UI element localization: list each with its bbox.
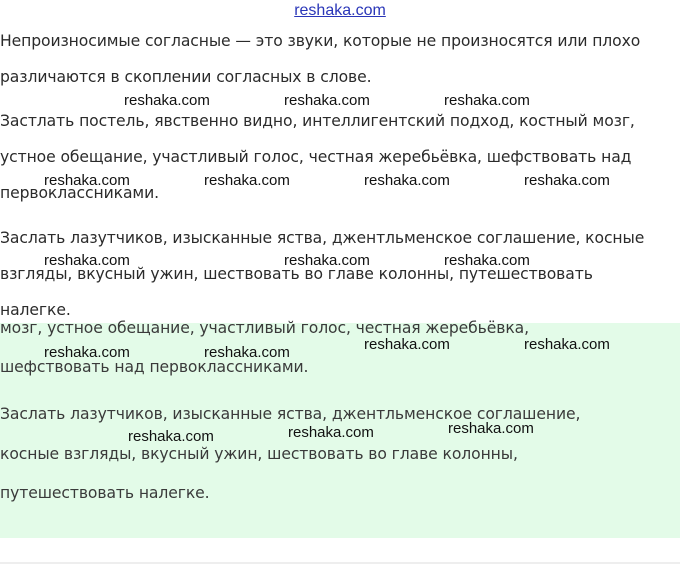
watermark: reshaka.com: [284, 92, 370, 109]
watermark: reshaka.com: [524, 172, 610, 189]
watermark: reshaka.com: [364, 172, 450, 189]
watermark: reshaka.com: [204, 344, 290, 361]
answer-line: путешествовать налегке.: [0, 484, 210, 502]
answer-line: косные взгляды, вкусный ужин, шествовать во главе колонны,: [0, 445, 518, 463]
watermark: reshaka.com: [44, 252, 130, 269]
text-line: налегке.: [0, 301, 71, 319]
text-line: первоклассниками.: [0, 184, 159, 202]
text-line: Заслать лазутчиков, изысканные яства, джентльменское соглашение, косные: [0, 229, 645, 247]
text-line: взгляды, вкусный ужин, шествовать во главе колонны, путешествовать: [0, 265, 593, 283]
watermark: reshaka.com: [524, 336, 610, 353]
watermark: reshaka.com: [128, 428, 214, 445]
site-header-link[interactable]: reshaka.com: [294, 2, 386, 19]
text-line: Непроизносимые согласные — это звуки, которые не произносятся или плохо: [0, 32, 641, 50]
watermark: reshaka.com: [44, 172, 130, 189]
watermark: reshaka.com: [364, 336, 450, 353]
watermark: reshaka.com: [444, 92, 530, 109]
watermark: reshaka.com: [444, 252, 530, 269]
watermark: reshaka.com: [288, 424, 374, 441]
watermark: reshaka.com: [204, 172, 290, 189]
divider: [0, 562, 680, 564]
watermark: reshaka.com: [124, 92, 210, 109]
answer-line: шефствовать над первоклассниками.: [0, 358, 309, 376]
watermark: reshaka.com: [284, 252, 370, 269]
watermark: reshaka.com: [448, 420, 534, 437]
text-line: различаются в скоплении согласных в слове.: [0, 68, 372, 86]
answer-line: Заслать лазутчиков, изысканные яства, джентльменское соглашение,: [0, 405, 581, 423]
text-line: Застлать постель, явственно видно, интеллигентский подход, костный мозг,: [0, 112, 635, 130]
text-line: устное обещание, участливый голос, честная жеребьёвка, шефствовать над: [0, 148, 632, 166]
watermark: reshaka.com: [44, 344, 130, 361]
answer-line: мозг, устное обещание, участливый голос, честная жеребьёвка,: [0, 319, 529, 337]
